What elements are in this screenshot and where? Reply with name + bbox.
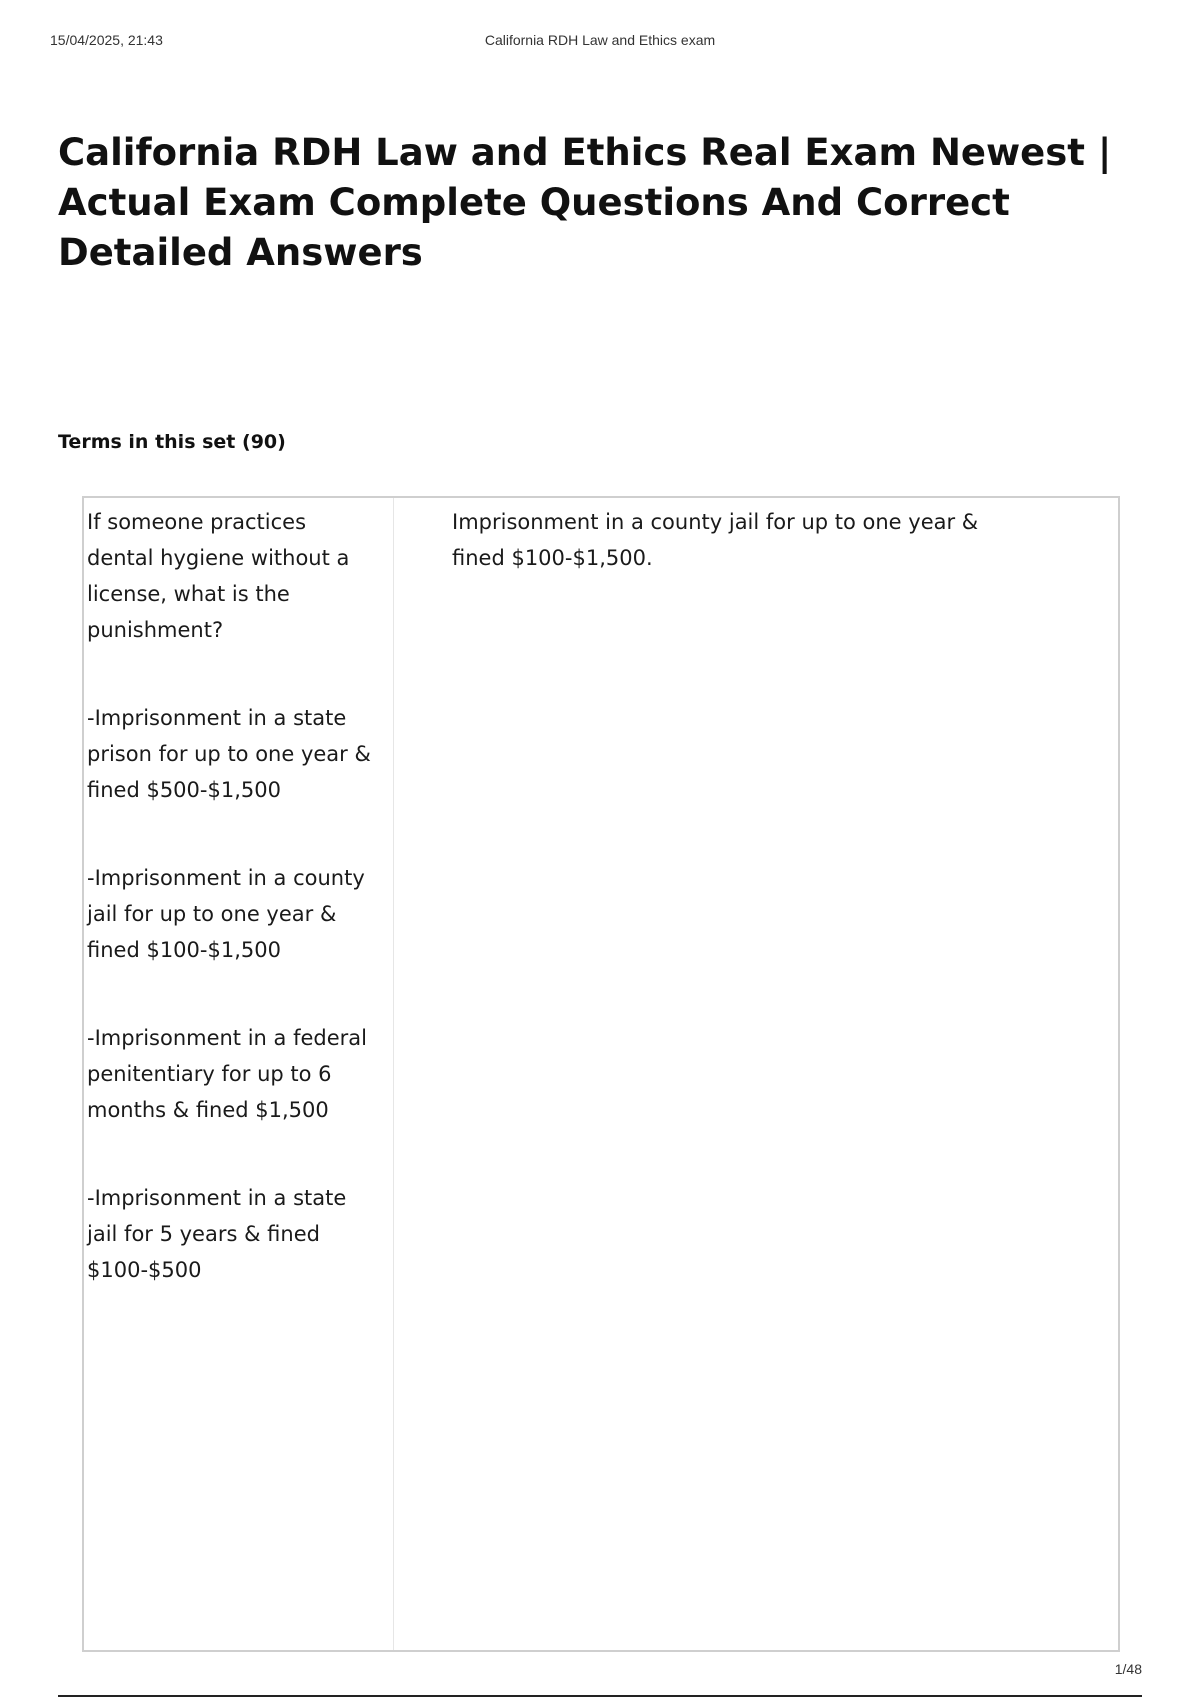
page-title: California RDH Law and Ethics Real Exam Newest | Actual Exam Complete Questions And Correct Detailed Answers xyxy=(58,131,1112,274)
footer-divider xyxy=(58,1695,1142,1697)
term-option-3: -Imprisonment in a federal penitentiary for up to 6 months & fined $1,500 xyxy=(87,1026,367,1122)
terms-count-label: Terms in this set (90) xyxy=(58,431,286,453)
term-option-4: -Imprisonment in a state jail for 5 years & fined $100-$500 xyxy=(87,1186,347,1282)
term-question: If someone practices dental hygiene without a license, what is the punishment? xyxy=(87,510,350,642)
term-column xyxy=(84,498,394,1650)
definition-column xyxy=(394,498,1118,1650)
print-header xyxy=(50,32,1150,52)
print-date: 15/04/2025, 21:43 xyxy=(50,32,163,48)
term-option-1: -Imprisonment in a state prison for up to one year & fined $500-$1,500 xyxy=(87,706,371,802)
definition-text: Imprisonment in a county jail for up to one year & fined $100-$1,500. xyxy=(452,510,979,570)
page-number: 1/48 xyxy=(1114,1661,1142,1677)
print-doc-title: California RDH Law and Ethics exam xyxy=(484,32,716,48)
term-option-2: -Imprisonment in a county jail for up to one year & fined $100-$1,500 xyxy=(87,866,365,962)
flashcard-row xyxy=(82,496,1120,1652)
